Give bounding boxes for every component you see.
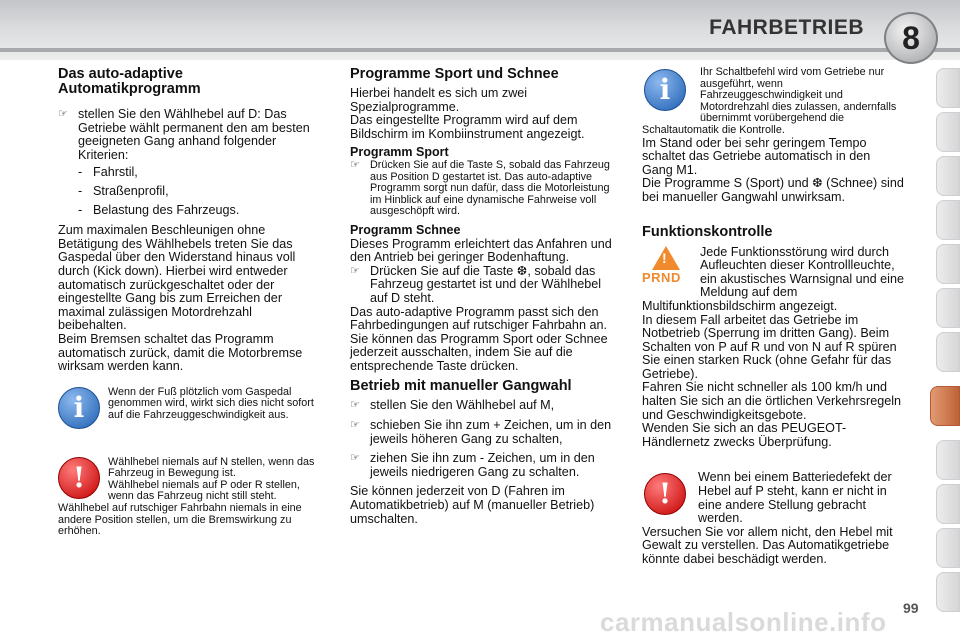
pointing-hand-icon: ☞	[350, 264, 360, 277]
instruction-bullet: ☞ stellen Sie den Wählhebel auf M,	[350, 398, 555, 413]
info-icon: i	[58, 387, 100, 429]
section-heading: Das auto-adaptive Automatikprogramm	[58, 66, 201, 97]
column-middle	[350, 67, 612, 526]
pointing-hand-icon: ☞	[350, 399, 360, 412]
instruction-bullet: ☞ stellen Sie den Wählhebel auf D: Das Getriebe wählt permanent den am besten geeigneten Gang anhand folgender Kriterien:	[58, 107, 310, 162]
instruction-bullet: ☞ Drücken Sie auf die Taste ❆, sobald das Fahrzeug gestartet ist und der Wählhebel auf D steht.	[350, 263, 602, 305]
criteria-item: - Straßenprofil,	[78, 183, 169, 198]
info-note: i Wenn der Fuß plötzlich vom Gaspedal genommen wird, wirkt sich dies nicht sofort auf die Fahrzeuggeschwindigkeit aus.	[58, 387, 320, 429]
chapter-tab[interactable]	[936, 156, 960, 196]
criteria-item: - Belastung des Fahrzeugs.	[78, 202, 240, 217]
section-heading: Funktionskontrolle	[642, 223, 773, 240]
paragraph: Zum maximalen Beschleunigen ohne Betätigung des Wählhebels treten Sie das Gaspedal über den Widerstand hinaus voll durch (Kick down). Hierbei wird entweder automatisch zurückgeschaltet oder der eingestellte Gang bis zum Erreichen der maximal zulässigen Motordrehzahl beibehalten.	[58, 223, 296, 333]
chapter-tab[interactable]	[936, 528, 960, 568]
chapter-tabs	[928, 62, 960, 622]
warning-icon: !	[644, 473, 686, 515]
paragraph: Hierbei handelt es sich um zwei Spezialprogramme.	[350, 86, 528, 114]
paragraph: Dieses Programm erleichtert das Anfahren und den Antrieb bei geringer Bodenhaftung.	[350, 236, 612, 265]
paragraph: Sie können jederzeit von D (Fahren im Automatikbetrieb) auf M (manueller Betrieb) umschalten.	[350, 484, 595, 526]
warning-icon: !	[58, 457, 100, 499]
paragraph: Das auto-adaptive Programm passt sich den Fahrbedingungen auf rutschiger Fahrbahn an. Sie können das Programm Sport oder Schnee jederzeit ausschalten, indem Sie auf die entsprechende Taste drücken.	[350, 304, 608, 373]
section-heading: Betrieb mit manueller Gangwahl	[350, 378, 572, 395]
pointing-hand-icon: ☞	[350, 158, 360, 171]
chapter-tab[interactable]	[936, 332, 960, 372]
pointing-hand-icon: ☞	[350, 452, 360, 465]
chapter-tab[interactable]	[936, 112, 960, 152]
instruction-bullet: ☞ Drücken Sie auf die Taste S, sobald das Fahrzeug aus Position D gestartet ist. Das auto-adaptive Programm sorgt nun dafür, dass die Motorleistung im Hinblick auf eine dynamische Fahrweise voll ausgeschöpft wird.	[350, 158, 610, 218]
pointing-hand-icon: ☞	[58, 108, 68, 120]
header-stripe	[0, 48, 960, 52]
chapter-tab[interactable]	[936, 244, 960, 284]
paragraph: Die Programme S (Sport) und ❆ (Schnee) sind bei manueller Gangwahl unwirksam.	[642, 176, 904, 204]
paragraph: Fahren Sie nicht schneller als 100 km/h und halten Sie sich an die örtlichen Verkehrsregeln und Geschwindigkeitsgebote.	[642, 380, 902, 422]
instruction-bullet: ☞ ziehen Sie ihn zum - Zeichen, um in den jeweils niedrigeren Gang zu schalten.	[350, 451, 595, 479]
subsection-heading: Programm Schnee	[350, 222, 461, 237]
section-heading: Programme Sport und Schnee	[350, 66, 559, 82]
paragraph: Im Stand oder bei sehr geringem Tempo schaltet das Getriebe automatisch in den Gang M1.	[642, 135, 871, 177]
warning-note: ! Wählhebel niemals auf N stellen, wenn das Fahrzeug in Bewegung ist. Wählhebel niemals auf P oder R stellen, wenn das Fahrzeug nicht still steht. Wählhebel auf rutschiger Fahrbahn niemals in eine andere Position stellen, um die Bremswirkung zu erhöhen.	[58, 455, 315, 538]
info-note: i Ihr Schaltbefehl wird vom Getriebe nur ausgeführt, wenn Fahrzeuggeschwindigkeit und Motordrehzahl dies zulassen, andernfalls übernimmt vorübergehend die Schaltautomatik die Kontrolle.	[642, 66, 897, 136]
info-icon: i	[644, 69, 686, 111]
warning-lamp-note: ! PRND Jede Funktionsstörung wird durch Aufleuchten dieser Kontrollleuchte, ein akustisches Warnsignal und eine Meldung auf dem Multifunktionsbildschirm angezeigt.	[642, 244, 904, 313]
instruction-bullet: ☞ schieben Sie ihn zum + Zeichen, um in den jeweils höheren Gang zu schalten,	[350, 418, 612, 446]
pointing-hand-icon: ☞	[350, 419, 360, 432]
criteria-item: - Fahrstil,	[78, 165, 138, 180]
page-number: 99	[903, 600, 919, 616]
chapter-tab[interactable]	[936, 572, 960, 612]
column-right	[642, 67, 904, 567]
paragraph: Wenden Sie sich an das PEUGEOT-Händlernetz zwecks Überprüfung.	[642, 421, 847, 449]
warning-note: ! Wenn bei einem Batteriedefekt der Hebel auf P steht, kann er nicht in eine andere Stellung gebracht werden. Versuchen Sie vor allem nicht, den Hebel mit Gewalt zu verstellen. Das Automatikgetriebe könnte dabei beschädigt werden.	[642, 470, 893, 566]
subsection-heading: Programm Sport	[350, 145, 449, 160]
chapter-tab[interactable]	[936, 440, 960, 480]
chapter-number-badge: 8	[884, 12, 938, 64]
paragraph: In diesem Fall arbeitet das Getriebe im Notbetrieb (Sperrung im dritten Gang). Beim Schalten von P auf R und von N auf R spüren Sie einen starken Ruck (ohne Gefahr für das Getriebe).	[642, 312, 897, 381]
chapter-tab[interactable]	[936, 200, 960, 240]
paragraph: Das eingestellte Programm wird auf dem Bildschirm im Kombiinstrument angezeigt.	[350, 113, 585, 141]
chapter-title: FAHRBETRIEB	[709, 16, 864, 39]
prnd-warning-lamp-icon: ! PRND	[642, 246, 692, 292]
chapter-tab[interactable]	[936, 288, 960, 328]
paragraph: Beim Bremsen schaltet das Programm automatisch zurück, damit die Motorbremse wirksam werden kann.	[58, 331, 303, 374]
chapter-tab-active[interactable]	[930, 386, 960, 426]
column-left	[58, 67, 320, 538]
chapter-tab[interactable]	[936, 484, 960, 524]
chapter-tab[interactable]	[936, 68, 960, 108]
watermark: carmanualsonline.info	[600, 607, 887, 637]
